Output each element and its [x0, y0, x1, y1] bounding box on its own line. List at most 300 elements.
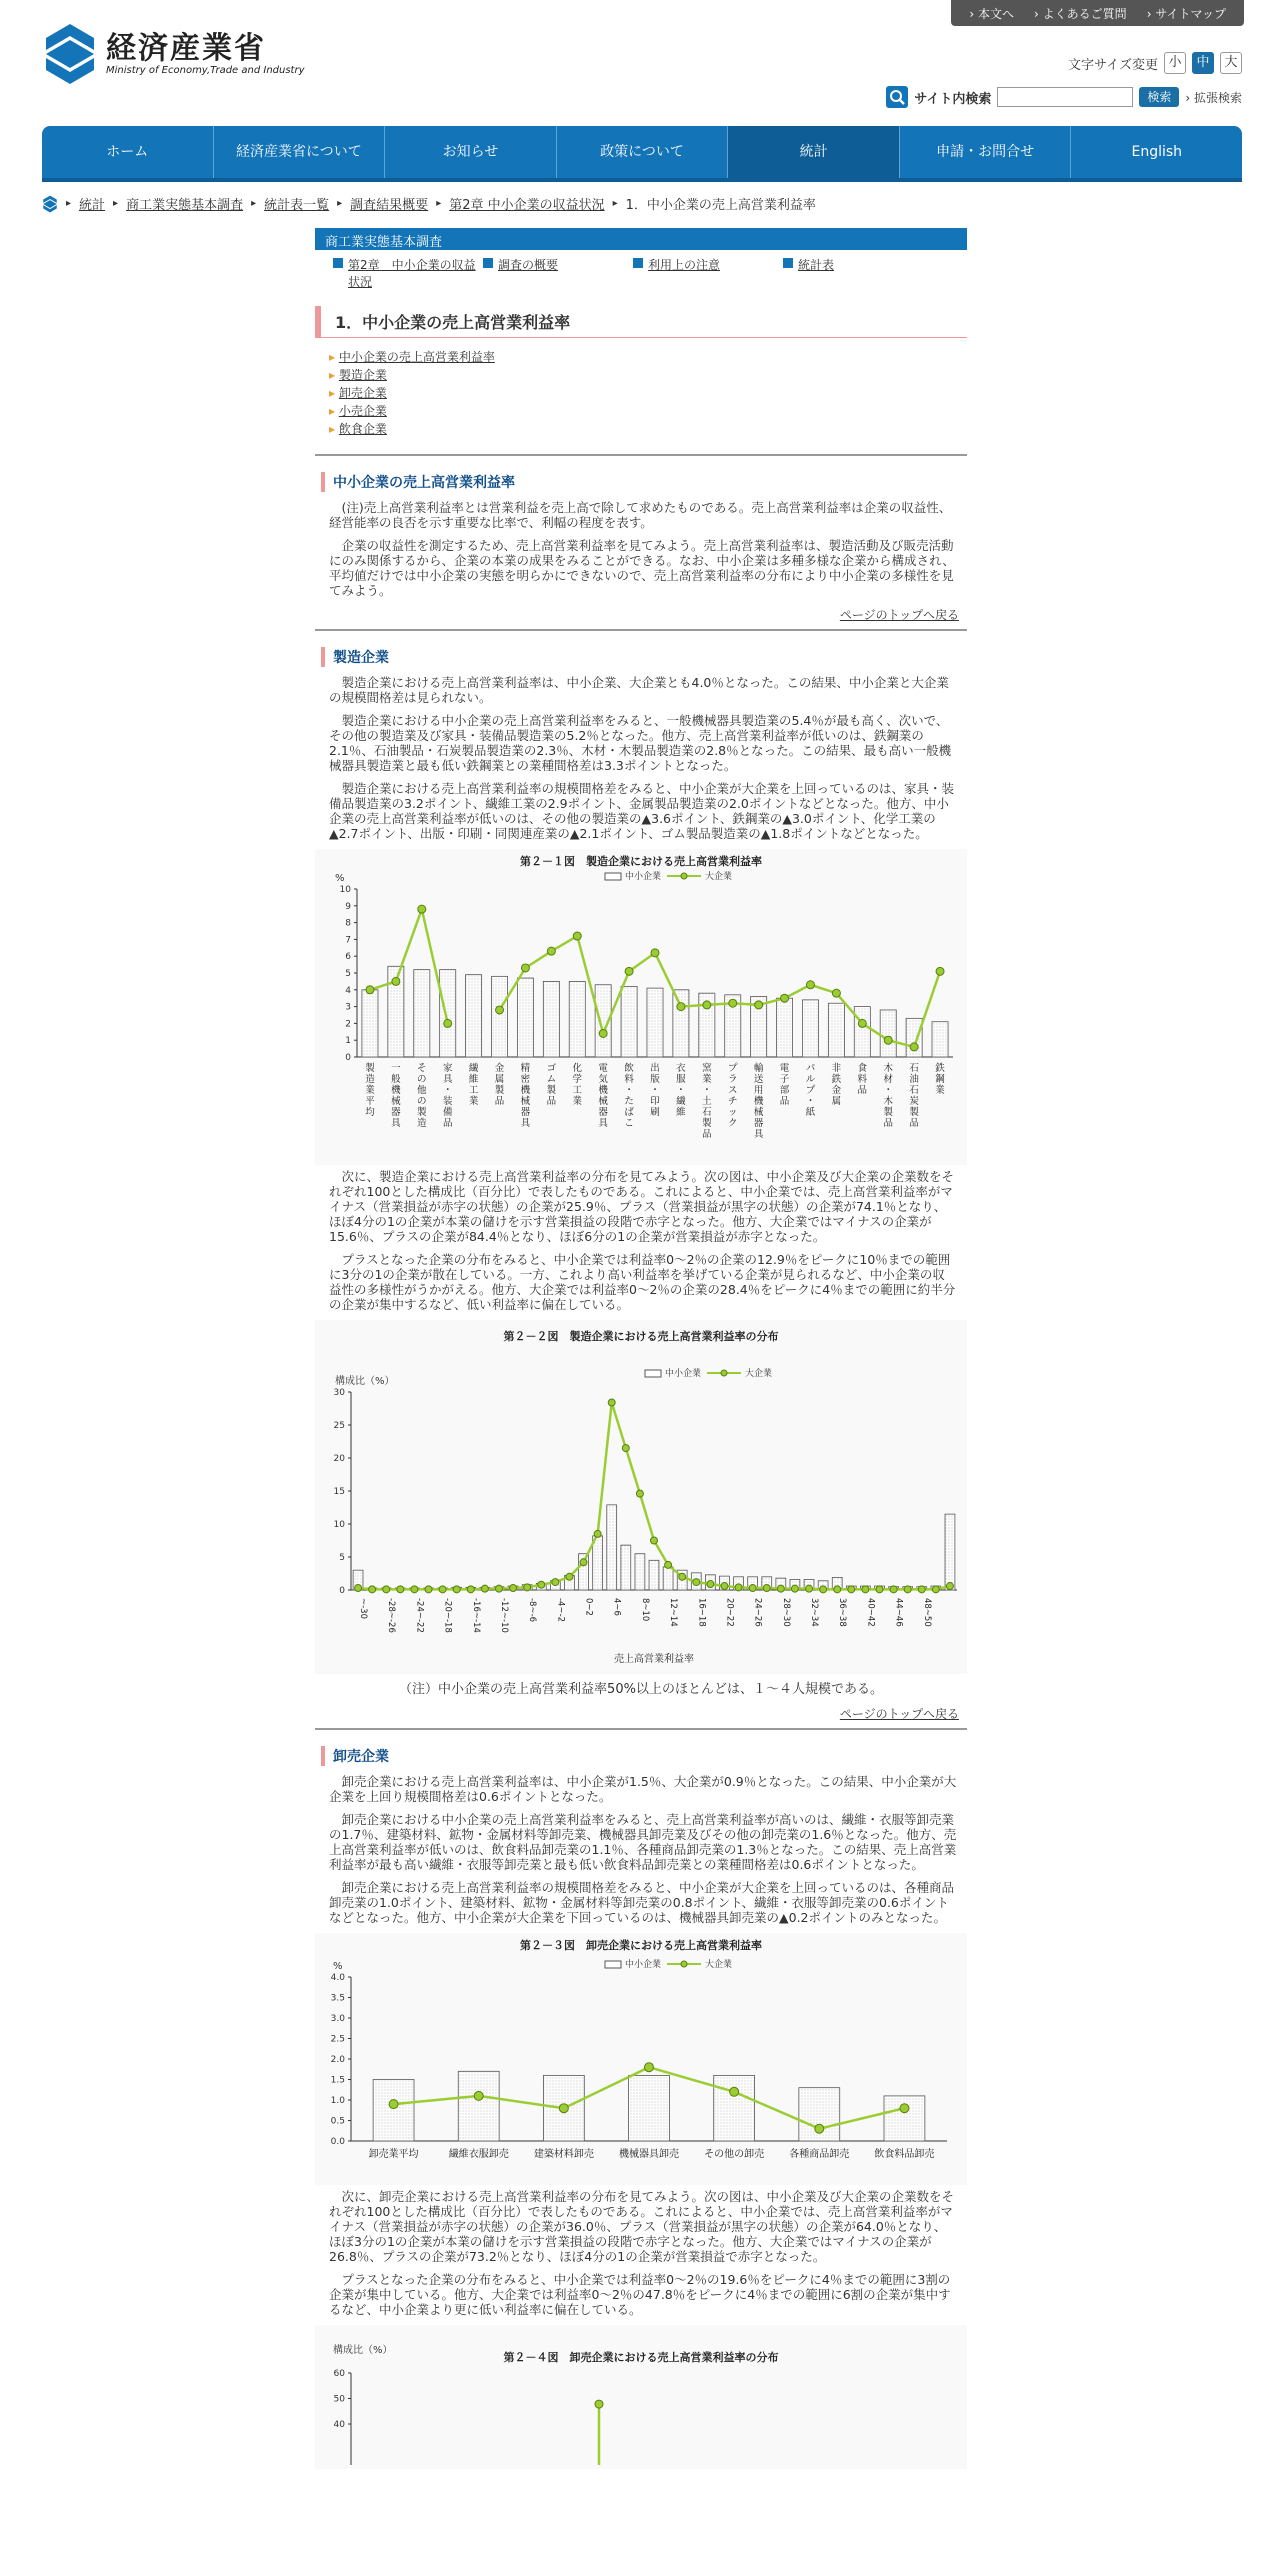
y-tick-label: 4.0 — [330, 1973, 345, 1983]
bar-small-enterprise — [932, 1022, 948, 1057]
x-category-label: ラ — [727, 1074, 738, 1085]
point-large-enterprise — [665, 1561, 672, 1568]
x-category-label: 食 — [857, 1063, 868, 1074]
x-category-label: 石 — [909, 1085, 919, 1096]
chart-note: （注）中小企業の売上高営業利益率50%以上のほとんどは、１～４人規模である。 — [399, 1682, 883, 1697]
point-large-enterprise — [884, 1036, 892, 1044]
search-icon — [886, 86, 908, 108]
point-large-enterprise — [806, 1585, 813, 1592]
point-large-enterprise — [366, 986, 374, 994]
bar-small-enterprise — [621, 986, 637, 1057]
y-axis-label: 構成比（%） — [333, 2345, 393, 2356]
point-large-enterprise — [932, 1586, 939, 1593]
bar-small-enterprise — [362, 990, 378, 1057]
x-category-label: 械 — [391, 1096, 401, 1107]
nav-statistics[interactable]: 統計 — [728, 126, 900, 178]
point-large-enterprise — [510, 1585, 517, 1592]
page-toc — [315, 338, 967, 448]
x-category-label: 他 — [417, 1085, 427, 1096]
breadcrumb-table-list[interactable]: 統計表一覧 — [264, 198, 330, 213]
point-large-enterprise — [496, 1006, 504, 1014]
legend-label: 大企業 — [745, 1369, 773, 1379]
paragraph: 次に、製造企業における売上高営業利益率の分布を見てみよう。次の図は、中小企業及び大企業の企業数をそれぞれ100とした構成比（百分比）で表したものである。これによると、中小企業では、売上高営業利益率がマイナス（営業損益が赤字の状態）の企業が25.9％、プラス（営業損益が黒字の状態）の企業が74.1％となり、ほぼ4分の1の企業が本業の儲けを示す営業損益の段階で赤字となった。他方、大企業ではマイナスの企業が15.6％、プラスの企業が84.4％となり、ほぼ6分の1の企業が営業損益が赤字となった。 — [329, 1169, 955, 1244]
x-category-label: -28~-26 — [386, 1598, 397, 1633]
x-category-label: 飲食料品卸売 — [874, 2149, 935, 2160]
point-large-enterprise — [755, 1001, 763, 1009]
point-large-enterprise — [622, 1445, 629, 1452]
x-category-label: た — [624, 1096, 634, 1107]
toc-item[interactable]: ▸ 製造企業 — [329, 366, 967, 384]
y-tick-label: 6 — [345, 952, 351, 963]
x-category-label: 木 — [883, 1063, 893, 1074]
bar-small-enterprise — [517, 978, 533, 1057]
x-category-label: 44~46 — [893, 1598, 904, 1627]
x-category-label: 電 — [779, 1063, 790, 1074]
point-large-enterprise — [890, 1586, 897, 1593]
bar-small-enterprise — [458, 2071, 499, 2141]
x-category-label: 飲 — [624, 1063, 634, 1074]
x-category-label: 0~2 — [583, 1598, 594, 1616]
site-search — [886, 86, 1242, 108]
x-category-label: 製 — [494, 1085, 505, 1096]
paragraph: 卸売企業における中小企業の売上高営業利益率をみると、売上高営業利益率が高いのは、繊維・衣服等卸売業の1.7％、建築材料、鉱物・金属材料等卸売業、機械器具卸売業及びその他の卸売業の1.6％となった。他方、売上高営業利益率が低いのは、飲食料品卸売業の1.1％、各種商品卸売業の1.3％となった。この結果、売上高営業利益率が最も高い繊維・衣服等卸売業と最も低い飲食料品卸売業との業種間格差は0.6ポイントとなった。 — [329, 1812, 957, 1872]
x-category-label: 属 — [494, 1074, 505, 1085]
point-large-enterprise — [439, 1586, 446, 1593]
nav-underline — [42, 178, 1242, 182]
x-category-label: 服 — [676, 1074, 686, 1085]
x-category-label: ・ — [702, 1085, 712, 1096]
point-large-enterprise — [900, 2104, 909, 2113]
x-category-label: こ — [624, 1118, 634, 1129]
faq-link[interactable]: › よくあるご質問 — [1026, 5, 1135, 22]
point-large-enterprise — [625, 967, 633, 975]
back-to-top-link[interactable]: ページのトップへ戻る — [839, 1707, 959, 1721]
x-category-label: 属 — [831, 1096, 842, 1107]
tab-notes[interactable]: 利用上の注意 — [633, 256, 783, 290]
x-category-label: 衣 — [676, 1063, 686, 1074]
advanced-search-link[interactable]: › 拡張検索 — [1185, 90, 1242, 105]
x-category-label: ッ — [727, 1107, 738, 1118]
point-large-enterprise — [418, 905, 426, 913]
paragraph: プラスとなった企業の分布をみると、中小企業では利益率0～2％の19.6％をピークに4％までの範囲に3割の企業が集中している。他方、大企業では利益率0～2％の47.8％をピークに4％までの範囲に6割の企業が集中するなど、中小企業より更に低い利益率に偏在している。 — [329, 2272, 951, 2317]
x-category-label: 品 — [883, 1118, 893, 1129]
x-category-label: 械 — [520, 1096, 531, 1107]
search-button[interactable]: 検索 — [1139, 87, 1179, 107]
breadcrumb-summary[interactable]: 調査結果概要 — [350, 198, 429, 213]
x-category-label: 維 — [676, 1107, 686, 1118]
square-bullet-icon — [483, 258, 493, 268]
legend-label: 中小企業 — [625, 872, 662, 882]
bar-small-enterprise — [714, 2075, 755, 2141]
legend-label: 中小企業 — [625, 1960, 662, 1970]
y-tick-label: 2.5 — [330, 2034, 345, 2045]
y-tick-label: 2 — [345, 1019, 351, 1030]
point-large-enterprise — [749, 1585, 756, 1592]
square-bullet-icon — [333, 258, 343, 268]
x-category-label: 鉄 — [831, 1074, 842, 1085]
divider — [315, 629, 967, 631]
x-category-label: 具 — [442, 1074, 453, 1085]
point-large-enterprise — [392, 977, 400, 985]
chart-2-1-svg — [315, 849, 967, 1161]
point-large-enterprise — [547, 947, 555, 955]
breadcrumb-separator-icon: ▸ — [66, 198, 72, 209]
point-large-enterprise — [904, 1586, 911, 1593]
toc-item[interactable]: ▸ 小売企業 — [329, 402, 967, 420]
point-large-enterprise — [735, 1584, 742, 1591]
x-category-label: 工 — [572, 1085, 583, 1096]
x-category-label: 繊 — [468, 1063, 479, 1074]
x-category-label: 備 — [442, 1107, 453, 1118]
site-logo[interactable] — [42, 22, 305, 86]
breadcrumb-statistics[interactable]: 統計 — [79, 198, 106, 213]
section-header-bar: 商工業実態基本調査 — [315, 228, 967, 250]
bar-small-enterprise — [663, 1567, 673, 1590]
tab-tables[interactable]: 統計表 — [783, 256, 933, 290]
utility-nav — [951, 0, 1244, 26]
point-large-enterprise — [411, 1586, 418, 1593]
x-category-label: 24~26 — [752, 1598, 763, 1627]
point-large-enterprise — [730, 2087, 739, 2096]
x-category-label: 機 — [598, 1085, 608, 1096]
y-tick-label: 0.5 — [330, 2116, 345, 2127]
bar-small-enterprise — [607, 1505, 617, 1590]
x-category-label: 料 — [624, 1074, 634, 1085]
bar-small-enterprise — [635, 1554, 645, 1590]
y-tick-label: 3 — [345, 1002, 351, 1013]
breadcrumb-survey[interactable]: 商工業実態基本調査 — [126, 198, 244, 213]
point-large-enterprise — [538, 1581, 545, 1588]
x-category-label: 製 — [702, 1118, 712, 1129]
y-axis-label: 構成比（%） — [335, 1376, 395, 1387]
y-tick-label: 1 — [345, 1036, 351, 1047]
legend-label: 大企業 — [705, 1960, 733, 1970]
y-tick-label: 10 — [333, 1520, 345, 1530]
y-tick-label: 2.0 — [330, 2055, 345, 2065]
x-category-label: 品 — [702, 1129, 712, 1140]
search-label: サイト内検索 — [914, 91, 992, 107]
x-category-label: 具 — [391, 1118, 401, 1129]
chart-title: 第２－４図 卸売企業における売上高営業利益率の分布 — [503, 2351, 779, 2364]
x-category-label: 28~30 — [780, 1598, 791, 1627]
x-category-label: 卸売業平均 — [368, 2149, 419, 2160]
y-tick-label: 20 — [333, 1454, 345, 1464]
x-category-label: 器 — [598, 1107, 608, 1118]
point-large-enterprise — [946, 1583, 953, 1590]
toc-item[interactable]: ▸ 卸売企業 — [329, 384, 967, 402]
y-tick-label: 9 — [345, 901, 351, 912]
point-large-enterprise — [608, 1399, 615, 1406]
point-large-enterprise — [599, 1029, 607, 1037]
chart-2-2-svg — [315, 1320, 967, 1670]
bar-small-enterprise — [649, 1560, 659, 1590]
x-category-label: 子 — [779, 1074, 790, 1085]
x-category-label: 械 — [598, 1096, 608, 1107]
x-category-label: 材 — [883, 1074, 893, 1085]
point-large-enterprise — [481, 1585, 488, 1592]
chart-2-2 — [315, 1320, 967, 1674]
back-to-top-link[interactable]: ページのトップへ戻る — [839, 608, 959, 622]
x-category-label: 品 — [442, 1118, 453, 1129]
x-category-label: 鉄 — [935, 1063, 945, 1074]
x-category-label: 製 — [546, 1085, 557, 1096]
meti-logo-icon — [42, 22, 98, 86]
x-category-label: 繊 — [676, 1096, 686, 1107]
x-category-label: 気 — [598, 1074, 608, 1085]
x-category-label: 業 — [365, 1085, 375, 1096]
y-tick-label: 50 — [333, 2394, 345, 2405]
x-category-label: 精 — [520, 1063, 531, 1074]
x-category-label: 品 — [779, 1096, 790, 1107]
point-large-enterprise — [707, 1581, 714, 1588]
x-category-label: ム — [546, 1074, 557, 1085]
y-axis-label: % — [333, 1961, 343, 1972]
tab-chapter2[interactable]: 第2章 中小企業の収益状況 — [333, 256, 483, 290]
chapter-tabs — [315, 250, 967, 296]
point-large-enterprise — [815, 2124, 824, 2133]
x-category-label: 石 — [909, 1063, 919, 1074]
x-category-label: ゴ — [546, 1063, 557, 1074]
point-large-enterprise — [524, 1584, 531, 1591]
point-large-enterprise — [806, 981, 814, 989]
x-category-label: 16~18 — [696, 1598, 707, 1627]
point-large-enterprise — [777, 1585, 784, 1592]
x-category-label: 48~50 — [921, 1598, 932, 1627]
nav-about[interactable]: 経済産業省について — [214, 126, 386, 178]
bar-small-enterprise — [621, 1545, 631, 1590]
chart-title: 第２－２図 製造企業における売上高営業利益率の分布 — [503, 1330, 779, 1343]
point-large-enterprise — [595, 2400, 603, 2408]
x-category-label: 36~38 — [837, 1598, 848, 1627]
x-category-label: 4~6 — [611, 1598, 622, 1616]
x-category-label: チ — [727, 1096, 738, 1107]
y-tick-label: 15 — [333, 1487, 345, 1497]
x-category-label: 具 — [598, 1118, 608, 1129]
chart-title: 第２－１図 製造企業における売上高営業利益率 — [520, 855, 762, 868]
x-category-label: 品 — [857, 1085, 868, 1096]
x-category-label: 機 — [520, 1085, 531, 1096]
x-category-label: 電 — [598, 1063, 608, 1074]
x-category-label: 刷 — [650, 1107, 660, 1118]
bar-small-enterprise — [629, 2075, 670, 2141]
x-category-label: 具 — [753, 1129, 764, 1140]
y-tick-label: 1.5 — [330, 2075, 345, 2086]
point-large-enterprise — [721, 1583, 728, 1590]
bar-small-enterprise — [945, 1514, 955, 1590]
square-bullet-icon — [783, 258, 793, 268]
point-large-enterprise — [791, 1585, 798, 1592]
x-category-label: ば — [624, 1107, 634, 1118]
point-large-enterprise — [552, 1579, 559, 1586]
bar-small-enterprise — [828, 1003, 844, 1057]
point-large-enterprise — [834, 1586, 841, 1593]
x-category-label: 業 — [572, 1096, 583, 1107]
y-tick-label: 3.0 — [330, 2014, 345, 2024]
x-category-label: ク — [727, 1118, 738, 1129]
x-category-label: ・ — [442, 1085, 453, 1096]
paragraph: 製造企業における売上高営業利益率の規模間格差をみると、中小企業が大企業を上回っているのは、家具・装備品製造業の3.2ポイント、繊維工業の2.9ポイント、金属製品製造業の2.0ポイントなどとなった。他方、中小企業の売上高営業利益率が低いのは、その他の製造業の▲3.6ポイント、鉄鋼業の▲3.0ポイント、化学工業の▲2.7ポイント、出版・印刷・同関連産業の▲2.1ポイント、ゴム製品製造業の▲1.8ポイントなどとなった。 — [329, 781, 955, 841]
font-size-control — [1068, 52, 1242, 74]
x-category-label: 窯 — [702, 1063, 712, 1074]
chart-title: 第２－３図 卸売企業における売上高営業利益率 — [520, 1939, 762, 1952]
section-heading: 中小企業の売上高営業利益率 — [321, 472, 967, 492]
x-category-label: 出 — [650, 1063, 660, 1074]
point-large-enterprise — [594, 1530, 601, 1537]
x-category-label: ・ — [650, 1085, 660, 1096]
chart-2-4 — [315, 2325, 967, 2469]
paragraph: 製造企業における中小企業の売上高営業利益率をみると、一般機械器具製造業の5.4％が最も高く、次いで、その他の製造業及び家具・装備品製造業の5.2％となった。他方、売上高営業利益率が低いのは、鉄鋼業の2.1％、石油製品・石炭製品製造業の2.3％、木材・木製品製造業の2.8％となった。この結果、最も高い一般機械器具製造業と最も低い鉄鋼業との業種間格差は3.3ポイントとなった。 — [329, 713, 952, 773]
x-category-label: の — [417, 1074, 427, 1085]
y-tick-label: 5 — [339, 1553, 345, 1563]
legend-marker-large — [721, 1370, 727, 1376]
sitemap-link[interactable]: › サイトマップ — [1139, 5, 1234, 22]
x-category-label: 平 — [365, 1096, 375, 1107]
nav-policy[interactable]: 政策について — [557, 126, 729, 178]
bar-small-enterprise — [466, 975, 482, 1057]
nav-news[interactable]: お知らせ — [385, 126, 557, 178]
x-category-label: 油 — [909, 1074, 919, 1085]
x-category-label: 製 — [909, 1107, 919, 1118]
point-large-enterprise — [355, 1585, 362, 1592]
x-category-label: 金 — [831, 1085, 842, 1096]
point-large-enterprise — [636, 1490, 643, 1497]
x-category-label: 具 — [520, 1118, 531, 1129]
skip-to-content-link[interactable]: › 本文へ — [961, 5, 1022, 22]
bar-small-enterprise — [543, 981, 559, 1057]
chart-2-1 — [315, 849, 967, 1165]
point-large-enterprise — [453, 1586, 460, 1593]
x-category-label: 非 — [831, 1063, 842, 1074]
x-category-label: 40~42 — [865, 1598, 876, 1627]
x-category-label: 器 — [391, 1107, 401, 1118]
point-large-enterprise — [397, 1586, 404, 1593]
point-large-enterprise — [369, 1586, 376, 1593]
x-category-label: 製 — [883, 1107, 893, 1118]
x-category-label: プ — [727, 1063, 738, 1074]
x-category-label: ・ — [805, 1096, 816, 1107]
y-tick-label: 8 — [345, 918, 351, 929]
point-large-enterprise — [566, 1573, 573, 1580]
y-tick-label: 30 — [333, 1388, 345, 1398]
font-size-medium-button[interactable]: 中 — [1192, 52, 1214, 74]
point-large-enterprise — [383, 1586, 390, 1593]
font-size-large-button[interactable]: 大 — [1220, 52, 1242, 74]
toc-item[interactable]: ▸ 中小企業の売上高営業利益率 — [329, 348, 967, 366]
point-large-enterprise — [645, 2063, 654, 2072]
y-axis-label: % — [335, 873, 345, 884]
x-category-label: 料 — [857, 1074, 868, 1085]
point-large-enterprise — [651, 949, 659, 957]
x-category-label: 製 — [417, 1107, 427, 1118]
y-tick-label: 40 — [333, 2420, 345, 2430]
divider — [315, 1728, 967, 1730]
legend-marker-large — [681, 1961, 687, 1967]
point-large-enterprise — [910, 1043, 918, 1051]
x-category-label: -16~-14 — [470, 1598, 481, 1633]
x-category-label: その他の卸売 — [704, 2149, 765, 2160]
tab-overview[interactable]: 調査の概要 — [483, 256, 633, 290]
breadcrumb-separator-icon: ▸ — [612, 198, 618, 209]
x-category-label: 紙 — [805, 1107, 816, 1118]
bar-small-enterprise — [647, 988, 663, 1057]
point-large-enterprise — [679, 1573, 686, 1580]
point-large-enterprise — [693, 1579, 700, 1586]
bar-small-enterprise — [880, 1010, 896, 1057]
x-category-label: 石 — [702, 1107, 712, 1118]
x-category-label: ・ — [676, 1085, 686, 1096]
x-category-label: 業 — [935, 1085, 945, 1096]
bar-small-enterprise — [414, 970, 430, 1057]
x-category-label: 炭 — [909, 1096, 919, 1107]
x-category-label: 品 — [909, 1118, 919, 1129]
section-heading: 製造企業 — [321, 647, 967, 667]
x-category-label: 印 — [650, 1096, 660, 1107]
x-category-label: 化 — [572, 1063, 583, 1074]
breadcrumb-separator-icon: ▸ — [251, 198, 257, 209]
x-category-label: 品 — [494, 1096, 505, 1107]
x-category-label: 土 — [702, 1096, 712, 1107]
x-category-label: 繊維衣服卸売 — [448, 2149, 509, 2160]
breadcrumb — [42, 194, 816, 213]
x-category-label: 装 — [442, 1096, 453, 1107]
x-category-label: 12~14 — [668, 1598, 679, 1627]
bar-small-enterprise — [884, 2096, 925, 2141]
x-category-label: 造 — [417, 1118, 427, 1129]
y-tick-label: 7 — [345, 935, 351, 946]
x-category-label: 32~34 — [809, 1598, 820, 1627]
global-nav — [42, 126, 1242, 178]
x-category-label: 8~10 — [639, 1598, 650, 1622]
x-category-label: -12~-10 — [498, 1598, 509, 1633]
x-category-label: 般 — [391, 1074, 401, 1085]
font-size-small-button[interactable]: 小 — [1164, 52, 1186, 74]
x-category-label: 一 — [391, 1063, 401, 1074]
paragraph: プラスとなった企業の分布をみると、中小企業では利益率0～2％の企業の12.9％をピークに10％までの範囲に3分の1の企業が散在している。一方、これより高い利益率を挙げている企業が見られるなど、中小企業の収益性の多様性がうかがえる。他方、大企業では利益率0～2％の企業の28.4％をピークに4％までの範囲に約半分の企業が集中するなど、低い利益率に偏在している。 — [329, 1252, 956, 1312]
page-title: 1．中小企業の売上高営業利益率 — [315, 306, 967, 338]
breadcrumb-separator-icon: ▸ — [436, 198, 442, 209]
toc-item[interactable]: ▸ 飲食企業 — [329, 420, 967, 438]
y-tick-label: 4 — [345, 985, 351, 996]
chart-2-4-svg — [315, 2325, 967, 2465]
legend-swatch-small — [645, 1370, 661, 1377]
nav-application[interactable]: 申請・お問合せ — [900, 126, 1072, 178]
point-large-enterprise — [858, 1019, 866, 1027]
breadcrumb-chapter2[interactable]: 第2章 中小企業の収益状況 — [449, 198, 605, 213]
x-category-label: 学 — [572, 1074, 583, 1085]
x-category-label: 工 — [468, 1085, 479, 1096]
legend-label: 大企業 — [705, 872, 733, 882]
x-category-label: -4~-2 — [555, 1598, 566, 1623]
x-category-label: ~-30 — [358, 1598, 369, 1620]
x-category-label: 製 — [365, 1063, 375, 1074]
point-large-enterprise — [444, 1019, 452, 1027]
x-category-label: 用 — [753, 1085, 764, 1096]
nav-home[interactable]: ホーム — [42, 126, 214, 178]
point-large-enterprise — [729, 999, 737, 1007]
breadcrumb-current: 1．中小企業の売上高営業利益率 — [625, 198, 816, 213]
legend-marker-large — [681, 873, 687, 879]
x-category-label: ル — [805, 1074, 816, 1085]
breadcrumb-separator-icon: ▸ — [337, 198, 343, 209]
divider — [315, 454, 967, 456]
y-tick-label: 25 — [333, 1421, 345, 1431]
home-logo-icon[interactable] — [42, 195, 58, 213]
y-tick-label: 3.5 — [330, 1993, 345, 2004]
nav-english[interactable]: English — [1131, 144, 1183, 160]
search-input[interactable] — [997, 87, 1133, 107]
bar-small-enterprise — [440, 970, 456, 1057]
point-large-enterprise — [848, 1586, 855, 1593]
